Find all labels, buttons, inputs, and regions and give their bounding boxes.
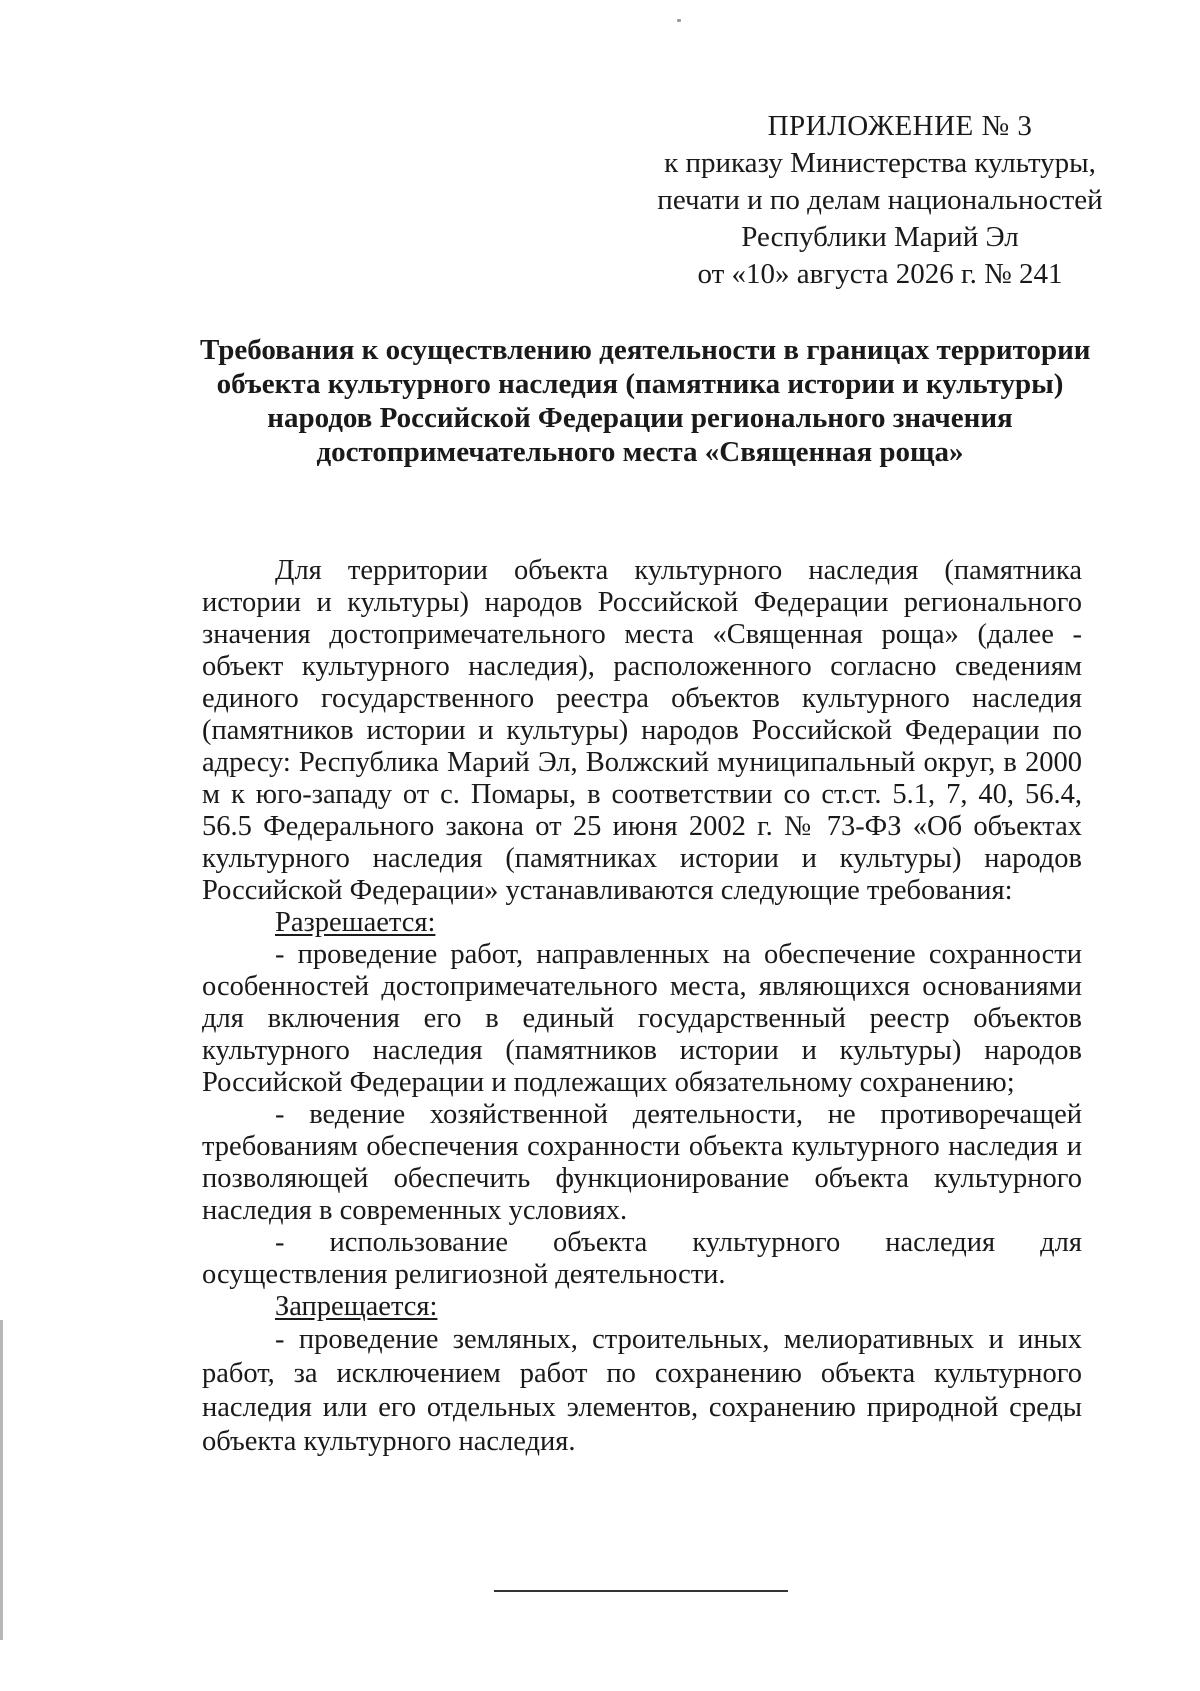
forbidden-heading bbox=[202, 1291, 1082, 1323]
bottom-divider-line bbox=[494, 1590, 788, 1592]
allowed-heading-text: Разрешается: bbox=[275, 907, 436, 938]
title-line: достопримечательного места «Священная роща» bbox=[316, 436, 964, 468]
title-line: Требования к осуществлению деятельности в границах территории bbox=[200, 334, 1091, 366]
appendix-title: ПРИЛОЖЕНИЕ № 3 bbox=[767, 110, 1033, 142]
forbidden-item: - проведение земляных, строительных, мелиоративных и иных работ, за исключением работ по сохранению объекта культурного наследия или его отдельных элементов, сохранению природной среды объекта культурного наследия. bbox=[202, 1324, 1082, 1457]
appendix-line: печати и по делам национальностей bbox=[657, 184, 1103, 216]
appendix-block bbox=[620, 108, 1140, 293]
scan-edge-shadow bbox=[0, 1320, 3, 1640]
title-line: народов Российской Федерации регионального значения bbox=[267, 402, 1013, 434]
intro-paragraph: Для территории объекта культурного наследия (памятника истории и культуры) народов Российской Федерации регионального значения достопримечательного места «Священная роща» (далее - объект культурного наследия), расположенного согласно сведениям единого государственного реестра объектов культурного наследия (памятников истории и культуры) народов Российской Федерации по адресу: Республика Марий Эл, Волжский муниципальный округ, в 2000 м к юго-западу от с. Помары, в соответствии со ст.ст. 5.1, 7, 40, 56.4, 56.5 Федерального закона от 25 июня 2002 г. № 73-ФЗ «Об объектах культурного наследия (памятниках истории и культуры) народов Российской Федерации» устанавливаются следующие требования: bbox=[202, 555, 1082, 906]
allowed-item: - использование объекта культурного наследия для осуществления религиозной деятельности. bbox=[202, 1227, 1082, 1290]
appendix-line: от «10» августа 2026 г. № 241 bbox=[697, 258, 1063, 290]
allowed-item: - проведение работ, направленных на обеспечение сохранности особенностей достопримечательного места, являющихся основаниями для включения его в единый государственный реестр объектов культурного наследия (памятников истории и культуры) народов Российской Федерации и подлежащих обязательному сохранению; bbox=[202, 939, 1082, 1098]
forbidden-heading-text: Запрещается: bbox=[275, 1291, 438, 1322]
appendix-line: к приказу Министерства культуры, bbox=[664, 147, 1096, 179]
document-body bbox=[202, 555, 1082, 1459]
allowed-heading bbox=[202, 907, 1082, 939]
appendix-line: Республики Марий Эл bbox=[741, 221, 1019, 253]
scan-artifact-dot bbox=[677, 19, 681, 22]
allowed-item: - ведение хозяйственной деятельности, не противоречащей требованиям обеспечения сохранности объекта культурного наследия и позволяющей обеспечить функционирование объекта культурного наследия в современных условиях. bbox=[202, 1099, 1082, 1226]
document-title bbox=[200, 333, 1091, 469]
title-line: объекта культурного наследия (памятника истории и культуры) bbox=[216, 368, 1064, 400]
